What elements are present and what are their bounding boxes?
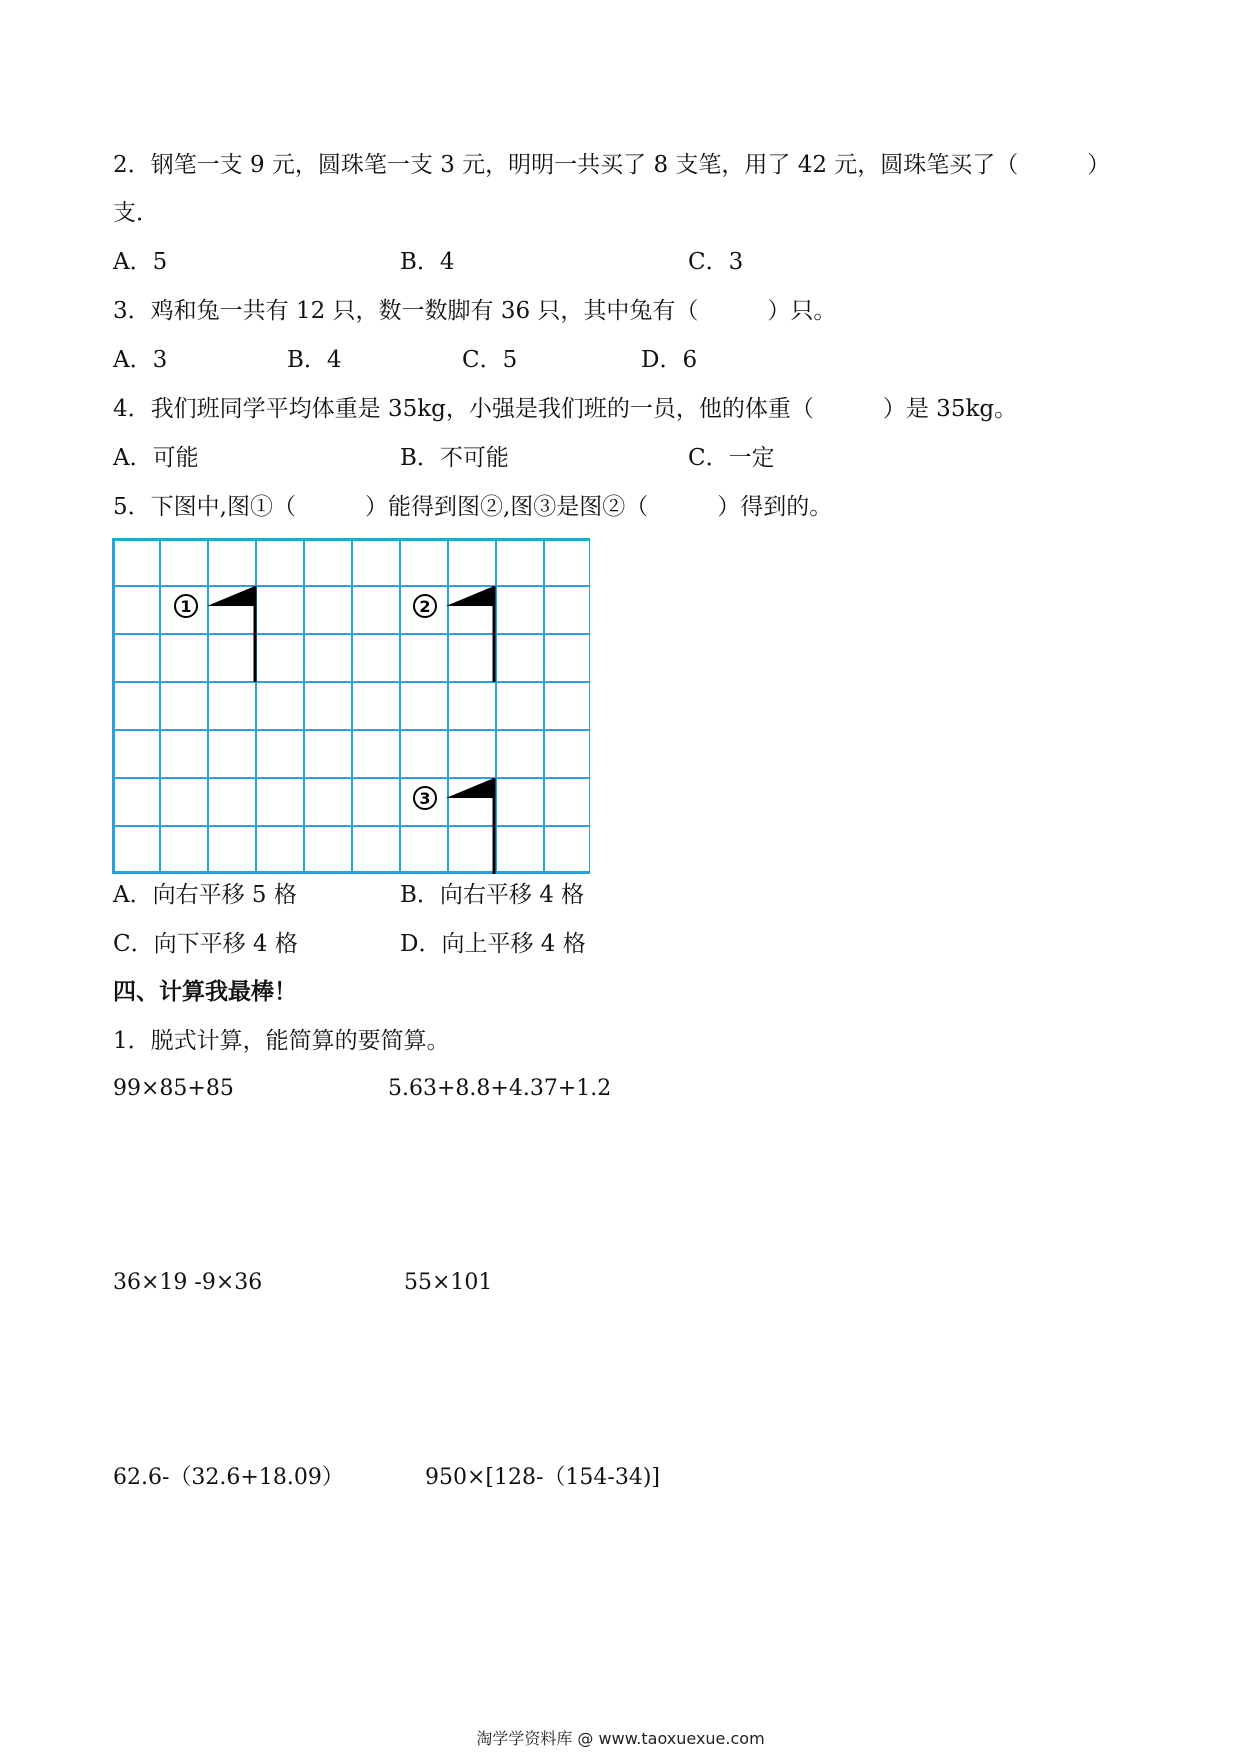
q4-option-c: C．一定 bbox=[688, 445, 775, 471]
q4-text: 4．我们班同学平均体重是 35kg，小强是我们班的一员，他的体重（ ）是 35kg。 bbox=[113, 396, 1018, 422]
q2-option-a: A．5 bbox=[113, 249, 168, 275]
q5-option-d: D．向上平移 4 格 bbox=[400, 931, 586, 957]
q3-option-b: B．4 bbox=[287, 347, 342, 373]
expression-3: 36×19 -9×36 bbox=[113, 1270, 263, 1295]
q4-option-a: A．可能 bbox=[113, 445, 199, 471]
q3-option-a: A．3 bbox=[113, 347, 168, 373]
flag-1-label: 1 bbox=[180, 597, 192, 616]
grid-lines bbox=[112, 538, 590, 874]
q3-option-c: C．5 bbox=[462, 347, 518, 373]
q4-option-b: B．不可能 bbox=[400, 445, 509, 471]
q5-text: 5．下图中,图①（ ）能得到图②,图③是图②（ ）得到的。 bbox=[113, 494, 833, 520]
expression-6: 950×[128-（154-34)] bbox=[425, 1465, 661, 1490]
q2-option-c: C．3 bbox=[688, 249, 744, 275]
expression-1: 99×85+85 bbox=[113, 1076, 234, 1101]
q5-option-c: C．向下平移 4 格 bbox=[113, 931, 298, 957]
flag-3-label: 3 bbox=[419, 789, 431, 808]
q3-option-d: D．6 bbox=[641, 347, 698, 373]
q3-text: 3．鸡和兔一共有 12 只，数一数脚有 36 只，其中兔有（ ）只。 bbox=[113, 298, 837, 324]
q2-option-b: B．4 bbox=[400, 249, 455, 275]
section-4-instruction: 1．脱式计算，能简算的要简算。 bbox=[113, 1028, 450, 1054]
section-4-heading: 四、计算我最棒！ bbox=[113, 978, 297, 1005]
q5-option-a: A．向右平移 5 格 bbox=[113, 882, 297, 908]
footer-watermark: 淘学学资料库 @ www.taoxuexue.com bbox=[476, 1729, 765, 1748]
expression-5: 62.6-（32.6+18.09） bbox=[113, 1465, 344, 1490]
flag-1-triangle bbox=[207, 586, 255, 606]
q2-text-line1: 2．钢笔一支 9 元，圆珠笔一支 3 元，明明一共买了 8 支笔，用了 42 元，圆珠笔买了（ ） bbox=[113, 152, 1111, 178]
flag-2-label: 2 bbox=[419, 597, 431, 616]
q5-option-b: B．向右平移 4 格 bbox=[400, 882, 585, 908]
flag-2-triangle bbox=[446, 586, 494, 606]
flag-3-triangle bbox=[446, 778, 494, 798]
translation-grid-figure bbox=[112, 538, 590, 874]
q2-text-line2: 支． bbox=[113, 200, 159, 226]
expression-4: 55×101 bbox=[404, 1270, 493, 1295]
expression-2: 5.63+8.8+4.37+1.2 bbox=[388, 1076, 612, 1101]
